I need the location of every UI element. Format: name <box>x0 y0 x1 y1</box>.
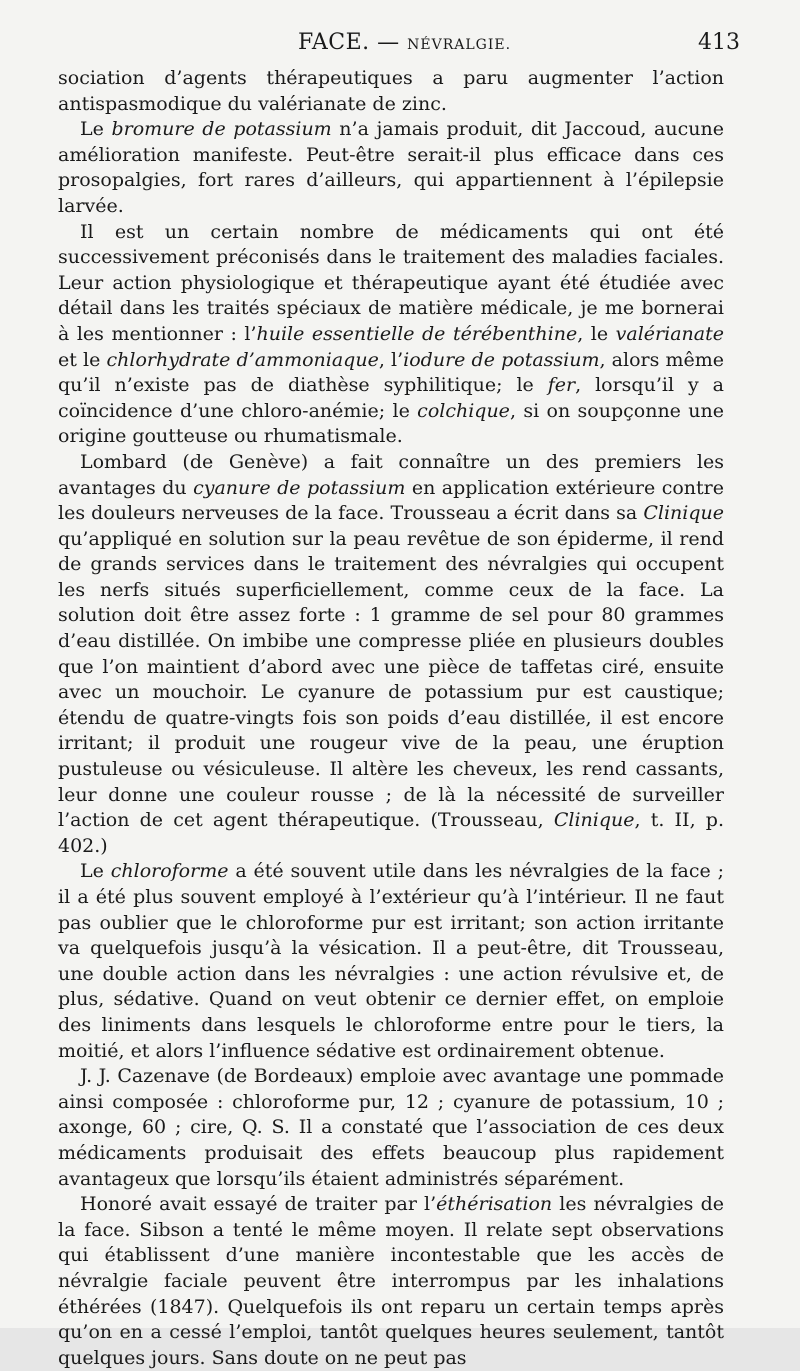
page-number: 413 <box>698 30 740 55</box>
italic-text: chlorhydrate d’ammoniaque <box>106 348 379 371</box>
text-run: Honoré avait essayé de traiter par l’ <box>80 1193 437 1216</box>
text-run: en application extérieure contre les douleurs nerveuses de la face. Trousseau a écrit dans sa <box>58 476 725 525</box>
paragraph <box>58 859 724 1064</box>
paragraph <box>58 220 724 450</box>
text-run: , lorsqu’il y a coïncidence d’une chloro-anémie; le <box>58 374 724 422</box>
text-run: Lombard (de Genève) a fait connaître un des premiers les avantages du <box>58 450 724 499</box>
text-run: n’a jamais produit, dit Jaccoud, aucune amélioration manifeste. Peut-être serait-il plus efficace dans ces prosopalgies, fort rares d’ailleurs, qui appartiennent à l’épilepsie larvée. <box>58 118 724 217</box>
italic-text: valérianate <box>615 322 724 345</box>
running-title: FACE. — NÉVRALGIE. <box>298 30 512 55</box>
paragraph <box>58 1064 724 1192</box>
text-run: , si on soupçonne une origine goutteuse ou rhumatismale. <box>58 399 724 448</box>
text-run: sociation d’agents thérapeutiques a paru augmenter l’action antispasmodique du valérianate de zinc. <box>58 67 724 115</box>
paragraph <box>58 1192 724 1371</box>
text-run: , t. II, p. 402.) <box>58 809 724 857</box>
italic-text: iodure de potassium <box>403 348 600 371</box>
italic-text: fer <box>547 374 576 397</box>
text-run: les névralgies de la face. Sibson a tenté le même moyen. Il relate sept observations qui établissent d’une manière incontestable que les accès de névralgie faciale peuvent être interrompus par les inhalations éthérées (1847). Quelquefois ils ont reparu un certain temps après qu’on en a cessé l’emploi, tantôt quelques heures seulement, tantôt quelques jours. Sans doute on ne peut pas <box>58 1193 724 1369</box>
running-header <box>58 30 740 60</box>
text-run: , l’ <box>378 348 404 371</box>
paragraph <box>58 450 724 860</box>
italic-text: huile essentielle de térébenthine <box>256 322 578 345</box>
text-run: a été souvent utile dans les névralgies de la face ; il a été plus souvent employé à l’extérieur qu’à l’intérieur. Il ne faut pas oublier que le chloroforme pur est irritant; son action irritante va quelquefois jusqu’à la vésication. Il a peut-être, dit Trousseau, une double action dans les névralgies : une action révulsive et, de plus, sédative. Quand on veut obtenir ce dernier effet, on emploie des liniments dans lesquels le chloroforme entre pour le tiers, la moitié, et alors l’influence sédative est ordinairement obtenue. <box>58 860 724 1062</box>
body-text <box>58 66 724 1371</box>
text-run: Le <box>80 118 112 141</box>
text-run: Il est un certain nombre de médicaments qui ont été successivement préconisés dans le traitement des maladies faciales. Leur action physiologique et thérapeutique ayant été étudiée avec détail dans les traités spéciaux de matière médicale, je me bornerai à les mentionner : l’ <box>58 220 724 345</box>
italic-text: Clinique <box>643 502 724 525</box>
text-run: J. J. Cazenave (de Bordeaux) emploie avec avantage une pommade ainsi composée : chloroforme pur, 12 ; cyanure de potassium, 10 ; axonge, 60 ; cire, Q. S. Il a constaté que l’association de ces deux médicaments produisait des effets beaucoup plus rapidement avantageux que lorsqu’ils étaient administrés séparément. <box>58 1065 724 1190</box>
italic-text: Clinique <box>553 809 635 832</box>
paragraph <box>58 117 724 219</box>
text-run: et le <box>58 348 107 371</box>
italic-text: cyanure de potassium <box>193 476 406 499</box>
text-run: Le <box>80 860 111 883</box>
italic-text: bromure de potassium <box>111 118 332 141</box>
italic-text: chloroforme <box>110 860 229 883</box>
italic-text: colchique <box>417 399 510 422</box>
text-run: qu’appliqué en solution sur la peau revêtue de son épiderme, il rend de grands services dans le traitement des névralgies qui occupent les nerfs situés superficiellement, comme ceux de la face. La solution doit être assez forte : 1 gramme de sel pour 80 grammes d’eau distillée. On imbibe une compresse pliée en plusieurs doubles que l’on maintient d’abord avec une pièce de taffetas ciré, ensuite avec un mouchoir. Le cyanure de potassium pur est caustique; étendu de quatre-vingts fois son poids d’eau distillée, il est encore irritant; il produit une rougeur vive de la peau, une éruption pustuleuse ou vésiculeuse. Il altère les cheveux, les rend cassants, leur donne une couleur rousse ; de là la nécessité de surveiller l’action de cet agent thérapeutique. (Trousseau, <box>58 527 724 832</box>
paragraph <box>58 66 724 117</box>
text-run: , le <box>577 322 616 345</box>
italic-text: éthérisation <box>436 1193 553 1216</box>
text-run: , alors même qu’il n’existe pas de diathèse syphilitique; le <box>58 348 725 397</box>
